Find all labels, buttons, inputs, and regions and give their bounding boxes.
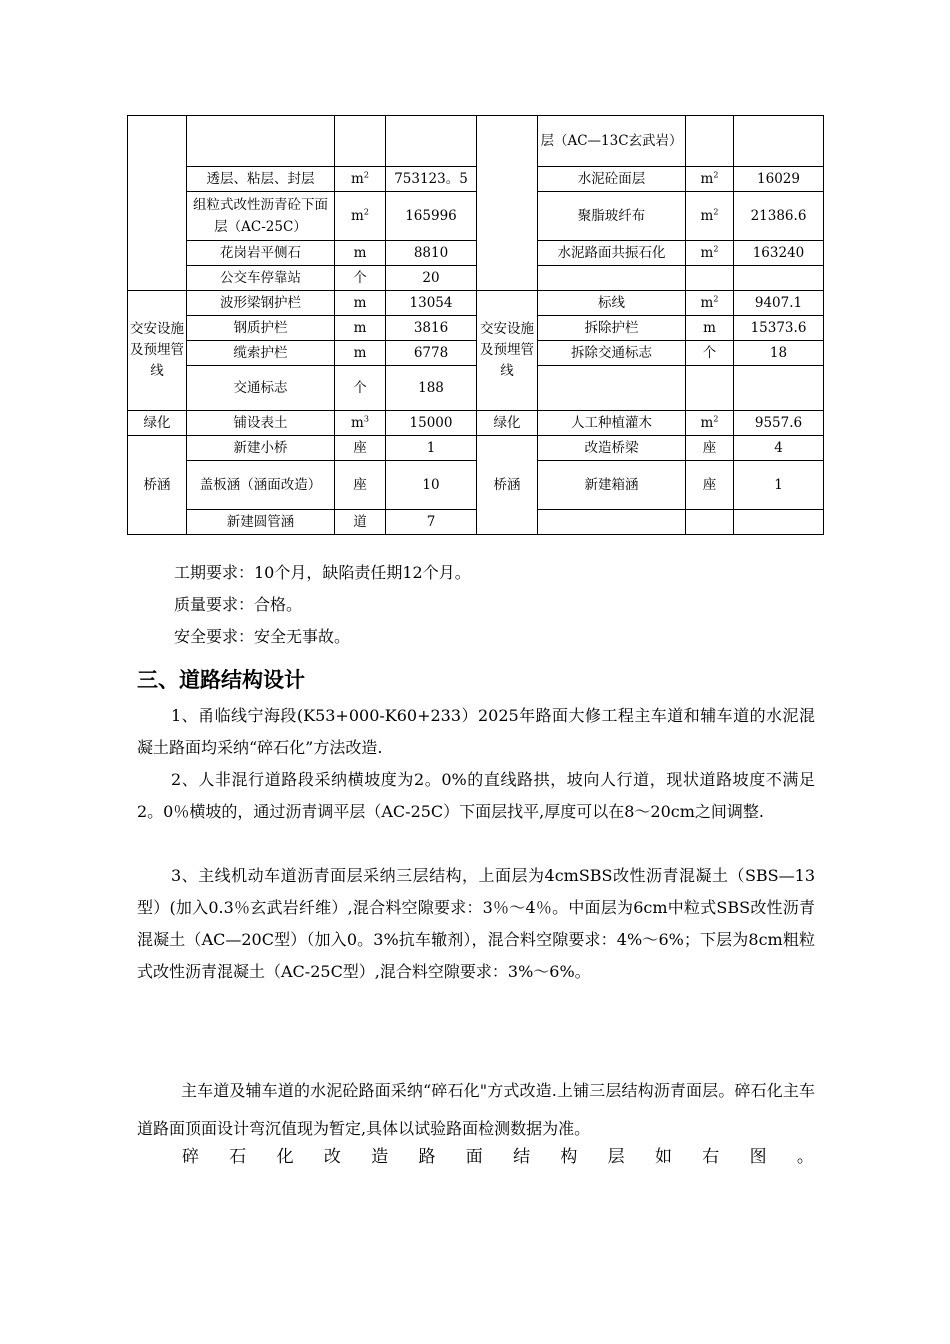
item-cell: 拆除交通标志 (538, 341, 686, 366)
item-cell: 组粒式改性沥青砼下面层（AC-25C） (187, 192, 335, 241)
item-cell: 铺设表土 (187, 411, 335, 436)
unit-cell: 座 (686, 461, 734, 510)
item-cell: 水泥路面共振石化 (538, 241, 686, 266)
section-title: 三、道路结构设计 (137, 668, 305, 692)
unit-cell (686, 266, 734, 291)
unit-superscript: 2 (713, 414, 719, 424)
quantity-cell: 13054 (386, 291, 477, 316)
unit-cell: 座 (686, 436, 734, 461)
quantity-cell: 18 (734, 341, 824, 366)
item-cell: 新建箱涵 (538, 461, 686, 510)
unit-superscript: 2 (713, 170, 719, 180)
item-cell: 交通标志 (187, 366, 335, 411)
item-cell: 公交车停靠站 (187, 266, 335, 291)
quantity-cell: 6778 (386, 341, 477, 366)
item-cell: 新建圆管涵 (187, 510, 335, 535)
item-cell: 标线 (538, 291, 686, 316)
unit-cell (335, 411, 386, 436)
item-cell: 人工种植灌木 (538, 411, 686, 436)
quantity-cell: 9407.1 (734, 291, 824, 316)
spread-char: 结 (513, 1147, 531, 1167)
requirement-quality: 质量要求：合格。 (174, 595, 303, 614)
quantity-cell: 1 (734, 461, 824, 510)
quantity-cell: 9557.6 (734, 411, 824, 436)
quantity-cell: 15373.6 (734, 316, 824, 341)
spread-char: 化 (276, 1147, 294, 1167)
unit-text: m (351, 171, 364, 187)
category-traffic: 交安设施及预埋管线 (477, 291, 538, 411)
quantity-cell: 188 (386, 366, 477, 411)
unit-superscript: 2 (363, 207, 369, 217)
item-cell: 波形梁钢护栏 (187, 291, 335, 316)
item-cell: 拆除护栏 (538, 316, 686, 341)
unit-superscript: 2 (713, 294, 719, 304)
spread-char: 改 (323, 1147, 341, 1167)
quantity-table (127, 115, 824, 535)
unit-cell: 个 (686, 341, 734, 366)
quantity-cell: 753123。5 (386, 167, 477, 192)
category-cell (477, 116, 538, 291)
unit-cell (335, 167, 386, 192)
unit-cell: m (335, 341, 386, 366)
paragraph-5 (182, 1142, 814, 1167)
quantity-cell (386, 116, 477, 167)
quantity-cell (734, 116, 824, 167)
unit-text: m (351, 415, 364, 431)
item-cell: 新建小桥 (187, 436, 335, 461)
spread-char: 石 (229, 1147, 247, 1167)
unit-cell: m (335, 241, 386, 266)
item-cell: 水泥砼面层 (538, 167, 686, 192)
unit-superscript: 3 (363, 414, 369, 424)
unit-text: m (700, 415, 714, 431)
quantity-cell: 3816 (386, 316, 477, 341)
unit-cell (686, 411, 734, 436)
spread-char: 。 (796, 1147, 814, 1167)
spread-char: 路 (418, 1147, 436, 1167)
quantity-cell: 1 (386, 436, 477, 461)
spread-char: 如 (654, 1147, 672, 1167)
category-bridge: 桥涵 (128, 436, 187, 535)
unit-cell (686, 510, 734, 535)
item-cell (187, 116, 335, 167)
paragraph-4: 主车道及辅车道的水泥砼路面采纳“碎石化"方式改造.上铺三层结构沥青面层。碎石化主车道路面顶面设计弯沉值现为暂定,具体以试验路面检测数据为准。 (137, 1081, 815, 1138)
spread-char: 图 (749, 1147, 767, 1167)
unit-text: m (351, 208, 364, 224)
unit-cell: m (335, 316, 386, 341)
quantity-cell: 163240 (734, 241, 824, 266)
quantity-cell: 165996 (386, 192, 477, 241)
unit-superscript: 2 (713, 207, 719, 217)
quantity-cell: 4 (734, 436, 824, 461)
unit-superscript: 2 (363, 170, 369, 180)
item-cell: 聚脂玻纤布 (538, 192, 686, 241)
paragraph-2: 2、人非混行道路段采纳横坡度为2。0%的直线路拱，坡向人行道，现状道路坡度不满足2。0％横坡的，通过沥青调平层（AC-25C）下面层找平,厚度可以在8～20cm之间调整. (137, 770, 815, 821)
quantity-cell: 20 (386, 266, 477, 291)
unit-cell: 个 (335, 266, 386, 291)
unit-cell (686, 116, 734, 167)
item-cell: 层（AC—13C玄武岩） (538, 116, 686, 167)
unit-cell (335, 116, 386, 167)
item-cell (538, 510, 686, 535)
quantity-cell: 8810 (386, 241, 477, 266)
quantity-cell: 15000 (386, 411, 477, 436)
unit-cell (686, 192, 734, 241)
unit-cell: 道 (335, 510, 386, 535)
spread-char: 碎 (182, 1147, 199, 1167)
quantity-cell (734, 510, 824, 535)
paragraph-1: 1、甬临线宁海段(K53+000-K60+233）2025年路面大修工程主车道和辅车道的水泥混凝土路面均采纳“碎石化”方法改造. (137, 706, 815, 757)
category-green: 绿化 (128, 411, 187, 436)
quantity-cell: 21386.6 (734, 192, 824, 241)
requirement-safety: 安全要求：安全无事故。 (174, 627, 351, 646)
unit-text: m (700, 171, 714, 187)
item-cell: 改造桥梁 (538, 436, 686, 461)
unit-cell (335, 192, 386, 241)
unit-cell (686, 366, 734, 411)
item-cell (538, 366, 686, 411)
item-cell: 花岗岩平侧石 (187, 241, 335, 266)
item-cell: 盖板涵（涵面改造） (187, 461, 335, 510)
quantity-cell (734, 266, 824, 291)
quantity-cell: 10 (386, 461, 477, 510)
category-bridge: 桥涵 (477, 436, 538, 535)
category-cell (128, 116, 187, 291)
spread-char: 造 (371, 1147, 389, 1167)
quantity-cell (734, 366, 824, 411)
unit-text: m (700, 245, 714, 261)
category-traffic: 交安设施及预埋管线 (128, 291, 187, 411)
spread-char: 层 (607, 1147, 625, 1167)
unit-cell (686, 291, 734, 316)
quantity-cell: 16029 (734, 167, 824, 192)
unit-cell: m (335, 291, 386, 316)
category-green: 绿化 (477, 411, 538, 436)
item-cell: 透层、粘层、封层 (187, 167, 335, 192)
unit-text: m (700, 295, 714, 311)
unit-cell: 座 (335, 461, 386, 510)
item-cell: 钢质护栏 (187, 316, 335, 341)
item-cell (538, 266, 686, 291)
unit-cell (686, 241, 734, 266)
unit-cell: 座 (335, 436, 386, 461)
unit-cell: 个 (335, 366, 386, 411)
requirement-period: 工期要求：10个月，缺陷责任期12个月。 (174, 563, 471, 582)
spread-char: 构 (560, 1147, 578, 1167)
unit-cell: m (686, 316, 734, 341)
item-cell: 缆索护栏 (187, 341, 335, 366)
spread-char: 面 (465, 1147, 483, 1167)
spread-char: 右 (702, 1147, 720, 1167)
unit-cell (686, 167, 734, 192)
paragraph-3: 3、主线机动车道沥青面层采纳三层结构，上面层为4cmSBS改性沥青混凝土（SBS—13型）(加入0.3％玄武岩纤维）,混合料空隙要求：3％～4％。中面层为6cm中粒式SBS改性沥青混凝土（AC—20C型）（加入0。3%抗车辙剂），混合料空隙要求：4%～6%；下层为8cm粗粒式改性沥青混凝土（AC-25C型）,混合料空隙要求：3%～6%。 (137, 866, 815, 981)
unit-text: m (700, 208, 714, 224)
unit-superscript: 2 (713, 244, 719, 254)
quantity-cell: 7 (386, 510, 477, 535)
